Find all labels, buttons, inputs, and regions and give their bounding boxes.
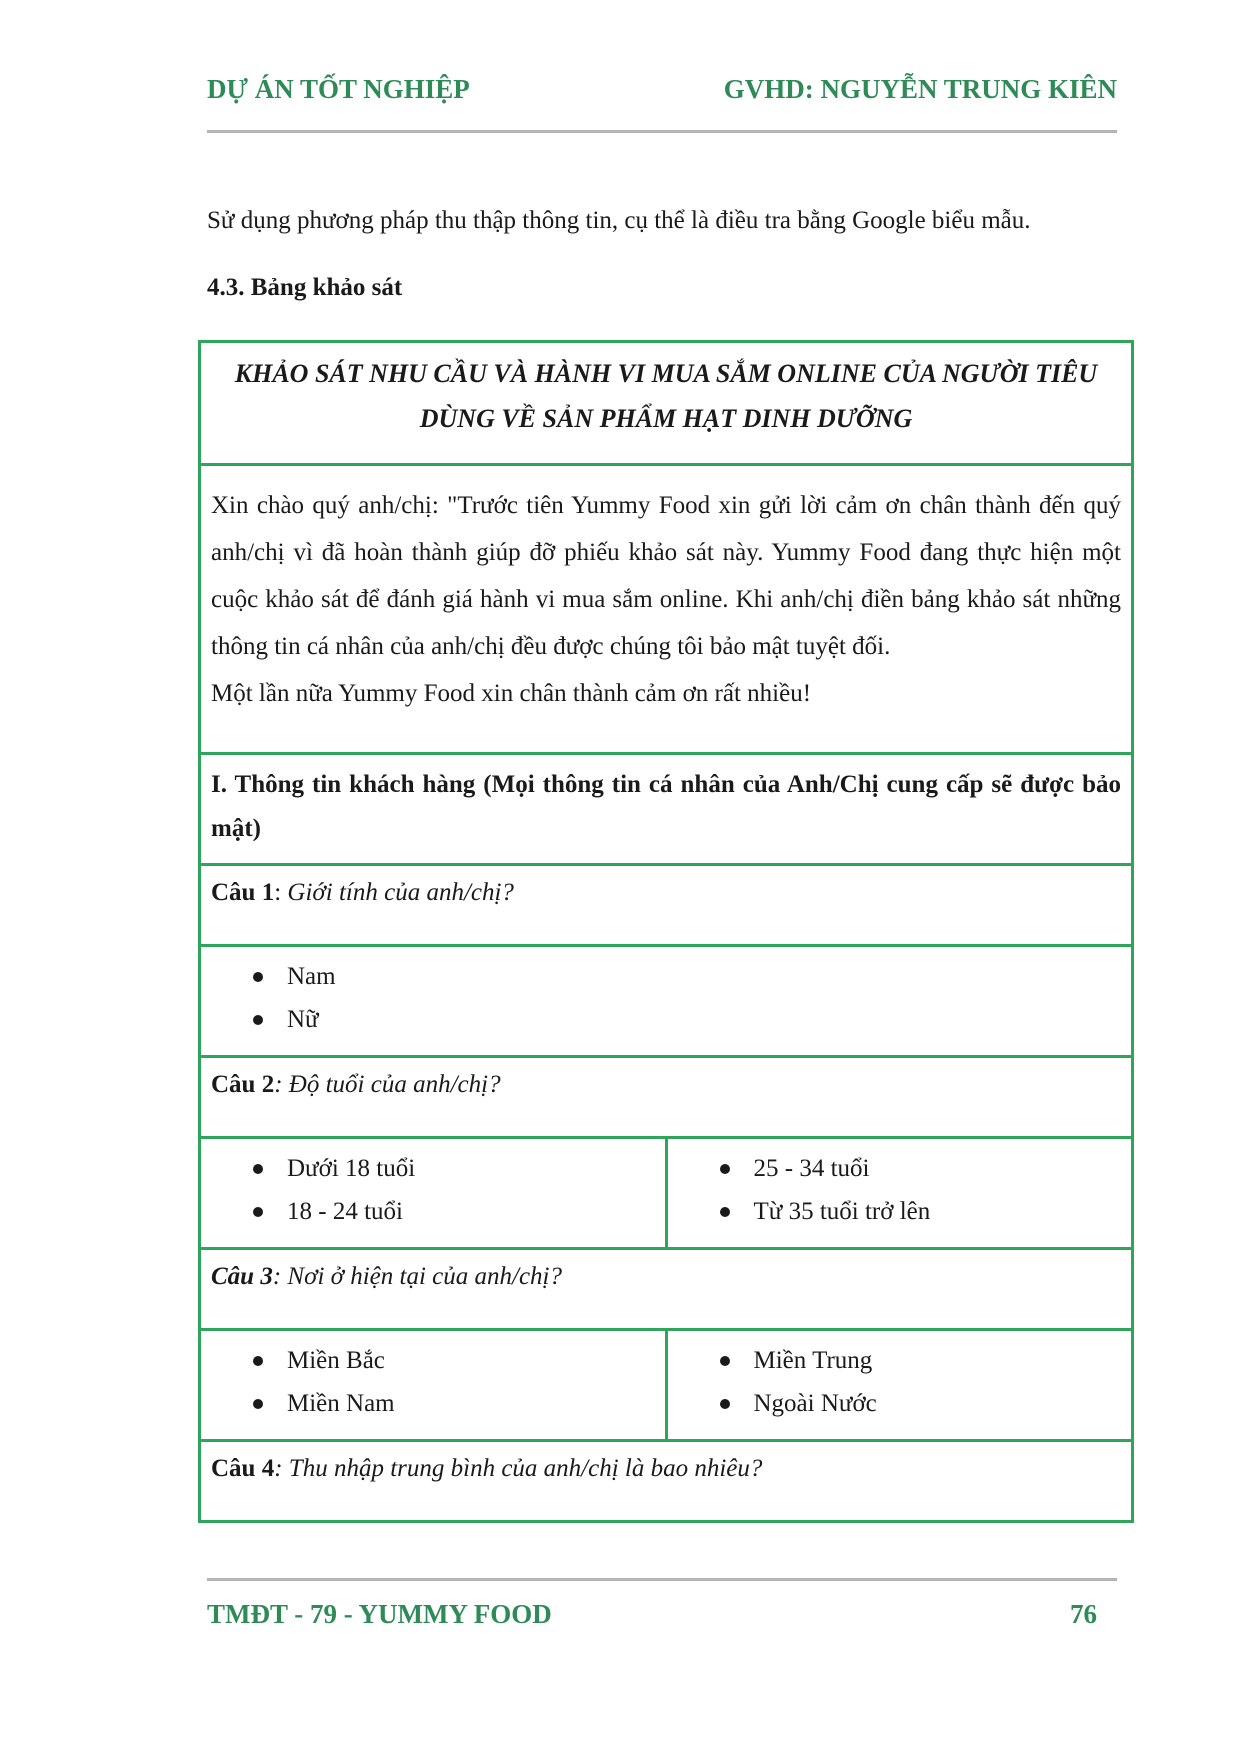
question-1 <box>200 865 1133 946</box>
question-4-label: Câu 4 <box>211 1455 275 1482</box>
option-ngoai-nuoc: Ngoài Nước <box>718 1382 1122 1425</box>
question-4 <box>200 1441 1133 1522</box>
question-3-options-left <box>200 1330 667 1441</box>
question-2-options-left <box>200 1138 667 1249</box>
question-4-sep: : <box>274 1455 289 1482</box>
question-1-text: Giới tính của anh/chị? <box>287 879 514 906</box>
question-3-sep: : <box>272 1263 288 1290</box>
survey-title-line2: DÙNG VỀ SẢN PHẨM HẠT DINH DƯỠNG <box>419 404 913 433</box>
header-divider <box>207 130 1117 133</box>
question-2 <box>200 1057 1133 1138</box>
option-35-plus: Từ 35 tuổi trở lên <box>718 1190 1122 1233</box>
header-project-title: DỰ ÁN TỐT NGHIỆP <box>207 74 470 104</box>
section-heading: 4.3. Bảng khảo sát <box>207 274 403 301</box>
option-under-18: Dưới 18 tuổi <box>251 1147 655 1190</box>
question-3-options-right <box>666 1330 1133 1441</box>
question-3 <box>200 1249 1133 1330</box>
question-2-label: Câu 2 <box>211 1071 275 1098</box>
page-number: 76 <box>1070 1599 1097 1629</box>
survey-title <box>200 342 1133 465</box>
header-advisor: GVHD: NGUYỄN TRUNG KIÊN <box>723 74 1117 104</box>
question-2-sep: : <box>274 1071 289 1098</box>
question-3-text: Nơi ở hiện tại của anh/chị? <box>287 1263 562 1290</box>
greeting-closing: Một lần nữa Yummy Food xin chân thành cảm ơn rất nhiều! <box>211 680 812 707</box>
question-3-label: Câu 3 <box>211 1263 273 1290</box>
option-nam: Nam <box>251 955 1121 998</box>
option-25-34: 25 - 34 tuổi <box>718 1147 1122 1190</box>
footer-divider <box>207 1578 1117 1581</box>
question-4-text: Thu nhập trung bình của anh/chị là bao nhiêu? <box>288 1455 763 1482</box>
survey-title-line1: KHẢO SÁT NHU CẦU VÀ HÀNH VI MUA SẮM ONLINE CỦA NGƯỜI TIÊU <box>234 359 1098 388</box>
option-mien-trung: Miền Trung <box>718 1339 1122 1382</box>
option-nu: Nữ <box>251 998 1121 1041</box>
option-18-24: 18 - 24 tuổi <box>251 1190 655 1233</box>
greeting-text: Xin chào quý anh/chị: "Trước tiên Yummy Food xin gửi lời cảm ơn chân thành đến quý anh/chị vì đã hoàn thành giúp đỡ phiếu khảo sát này. Yummy Food đang thực hiện một cuộc khảo sát để đánh giá hành vi mua sắm online. Khi anh/chị điền bảng khảo sát những thông tin cá nhân của anh/chị đều được chúng tôi bảo mật tuyệt đối. <box>211 492 1121 660</box>
question-1-label: Câu 1 <box>211 879 275 906</box>
customer-info-section: I. Thông tin khách hàng (Mọi thông tin cá nhân của Anh/Chị cung cấp sẽ được bảo mật) <box>200 754 1133 865</box>
footer-project-code: TMĐT - 79 - YUMMY FOOD <box>207 1599 552 1629</box>
question-2-options-right <box>666 1138 1133 1249</box>
option-mien-bac: Miền Bắc <box>251 1339 655 1382</box>
survey-table <box>198 340 1134 1523</box>
question-1-sep: : <box>274 879 288 906</box>
survey-greeting <box>200 465 1133 754</box>
question-1-options <box>200 946 1133 1057</box>
intro-paragraph: Sử dụng phương pháp thu thập thông tin, cụ thể là điều tra bằng Google biểu mẫu. <box>207 207 1031 234</box>
option-mien-nam: Miền Nam <box>251 1382 655 1425</box>
question-2-text: Độ tuổi của anh/chị? <box>288 1071 501 1098</box>
